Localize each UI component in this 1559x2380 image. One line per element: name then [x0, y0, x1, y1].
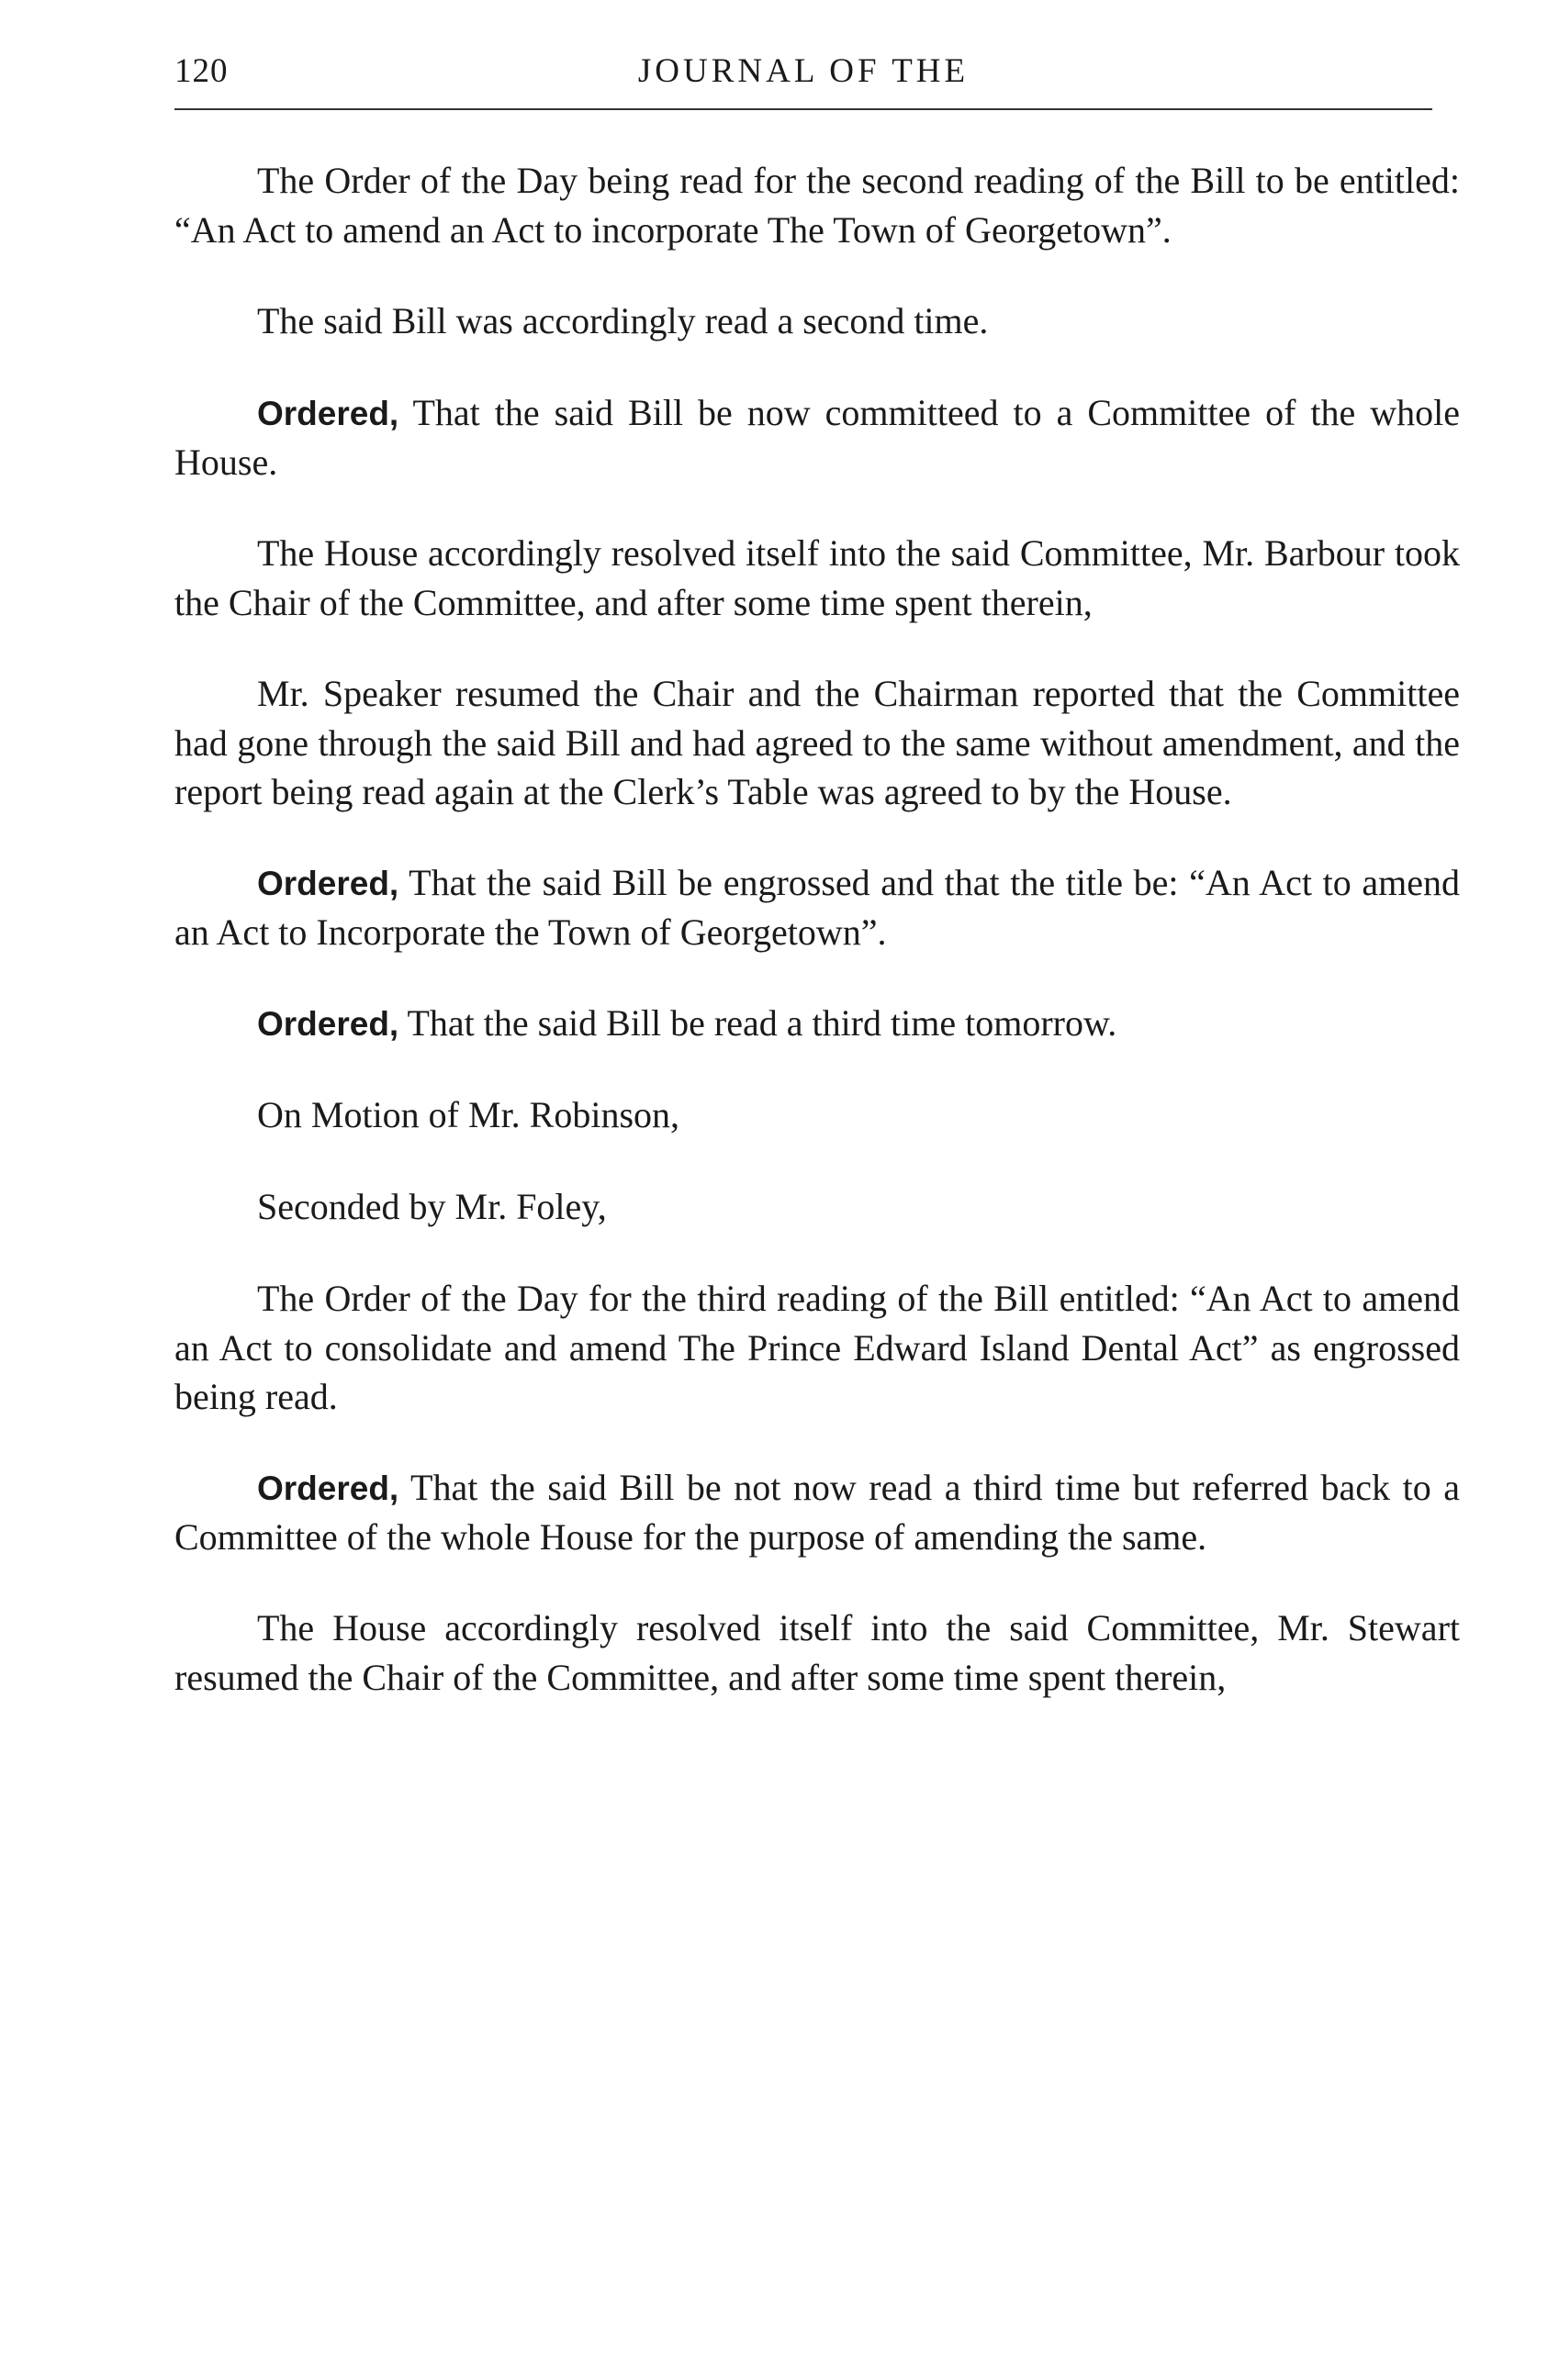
page-header [174, 51, 1432, 106]
paragraph-seconded [174, 1182, 1460, 1232]
page-number: 120 [174, 52, 229, 90]
paragraph-text: Mr. Speaker resumed the Chair and the Chairman reported that the Committee had gone through the said Bill and had agreed to the same without amendment, and the report being read again at the Clerk’s Table was agreed to by the House. [174, 673, 1460, 812]
ordered-label: Ordered, [257, 395, 399, 432]
ordered-label: Ordered, [257, 1469, 399, 1507]
paragraph-text: The House accordingly resolved itself into the said Committee, Mr. Stewart resumed the Chair of the Committee, and after some time spent therein, [174, 1607, 1460, 1698]
paragraph-text: That the said Bill be not now read a third time but referred back to a Committee of the whole House for the purpose of amending the same. [174, 1467, 1460, 1558]
paragraph-speaker-resumed [174, 669, 1460, 816]
paragraph-ordered-referred-back [174, 1463, 1460, 1561]
paragraph-ordered-third-time [174, 999, 1460, 1048]
paragraph-committee-stewart [174, 1603, 1460, 1702]
paragraph-read-second-time [174, 296, 1460, 346]
paragraph-text: Seconded by Mr. Foley, [257, 1186, 607, 1227]
paragraph-text: That the said Bill be engrossed and that the title be: “An Act to amend an Act to Incorporate the Town of Georgetown”. [174, 862, 1460, 953]
paragraph-ordered-engrossed [174, 858, 1460, 956]
paragraph-ordered-committed [174, 388, 1460, 486]
paragraph-motion [174, 1090, 1460, 1140]
ordered-label: Ordered, [257, 1005, 399, 1043]
journal-body [174, 156, 1460, 1744]
paragraph-text: That the said Bill be read a third time tomorrow. [398, 1002, 1117, 1044]
running-head: JOURNAL OF THE [637, 52, 970, 90]
paragraph-text: The Order of the Day being read for the second reading of the Bill to be entitled: “An Act to amend an Act to incorporate The Town of Georgetown”. [174, 160, 1460, 251]
paragraph-order-third-reading [174, 1274, 1460, 1421]
ordered-label: Ordered, [257, 865, 399, 902]
paragraph-text: The Order of the Day for the third reading of the Bill entitled: “An Act to amend an Act to consolidate and amend The Prince Edward Island Dental Act” as engrossed being read. [174, 1278, 1460, 1417]
paragraph-text: The said Bill was accordingly read a second time. [257, 300, 989, 341]
paragraph-order-second-reading [174, 156, 1460, 254]
paragraph-text: On Motion of Mr. Robinson, [257, 1094, 680, 1135]
paragraph-text: The House accordingly resolved itself into the said Committee, Mr. Barbour took the Chair of the Committee, and after some time spent therein, [174, 532, 1460, 623]
paragraph-text: That the said Bill be now committeed to a Committee of the whole House. [174, 392, 1460, 483]
header-rule [174, 108, 1432, 110]
paragraph-committee-barbour [174, 529, 1460, 627]
